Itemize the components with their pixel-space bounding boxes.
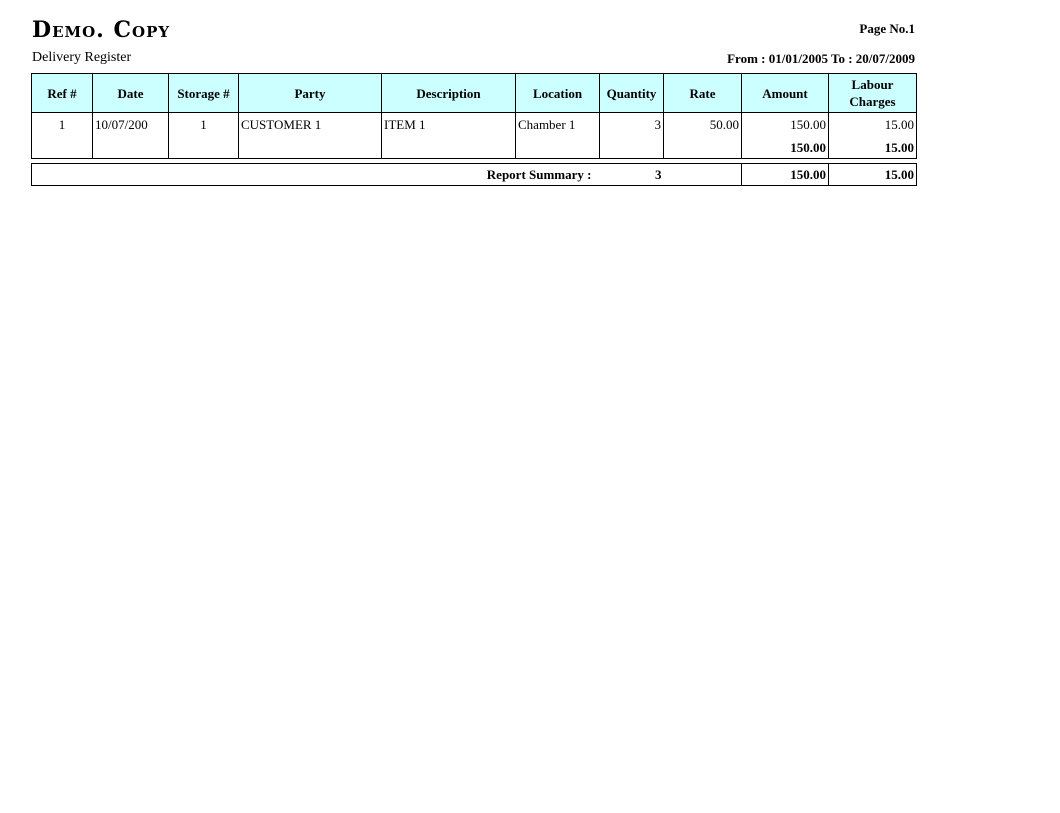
subtotal-empty-cell bbox=[93, 137, 169, 159]
col-header-rate: Rate bbox=[664, 74, 742, 113]
cell-quantity: 3 bbox=[600, 113, 664, 138]
col-header-ref: Ref # bbox=[32, 74, 93, 113]
table-row bbox=[32, 113, 917, 138]
delivery-register-table bbox=[31, 73, 917, 159]
report-summary-labour: 15.00 bbox=[829, 164, 917, 186]
col-header-description: Description bbox=[382, 74, 516, 113]
demo-copy-banner: Demo. Copy bbox=[32, 17, 171, 43]
cell-ref: 1 bbox=[32, 113, 93, 138]
cell-labour: 15.00 bbox=[829, 113, 917, 138]
cell-description: ITEM 1 bbox=[382, 113, 516, 138]
subtotal-empty-cell bbox=[516, 137, 600, 159]
subtotal-empty-cell bbox=[600, 137, 664, 159]
report-summary-empty bbox=[664, 164, 742, 186]
subtotal-labour: 15.00 bbox=[829, 137, 917, 159]
cell-storage: 1 bbox=[169, 113, 239, 138]
subtotal-row bbox=[32, 137, 917, 159]
col-header-labour-charges bbox=[829, 74, 917, 113]
cell-amount: 150.00 bbox=[742, 113, 829, 138]
report-summary-quantity: 3 bbox=[600, 164, 664, 186]
date-range: From : 01/01/2005 To : 20/07/2009 bbox=[727, 51, 915, 66]
subtotal-empty-cell bbox=[382, 137, 516, 159]
report-summary-row bbox=[32, 164, 917, 186]
cell-date: 10/07/200 bbox=[93, 113, 169, 138]
table-header-row bbox=[32, 74, 917, 113]
subtotal-empty-cell bbox=[239, 137, 382, 159]
report-title: Delivery Register bbox=[32, 50, 132, 65]
report-summary-table bbox=[31, 163, 917, 186]
subtotal-amount: 150.00 bbox=[742, 137, 829, 159]
labour-charges-label: Labour Charges bbox=[849, 77, 896, 109]
col-header-quantity: Quantity bbox=[600, 74, 664, 113]
report-summary-amount: 150.00 bbox=[742, 164, 829, 186]
report-summary-label: Report Summary : bbox=[32, 164, 600, 186]
col-header-storage: Storage # bbox=[169, 74, 239, 113]
cell-rate: 50.00 bbox=[664, 113, 742, 138]
cell-location: Chamber 1 bbox=[516, 113, 600, 138]
col-header-location: Location bbox=[516, 74, 600, 113]
col-header-amount: Amount bbox=[742, 74, 829, 113]
page-number: Page No.1 bbox=[859, 21, 915, 36]
col-header-date: Date bbox=[93, 74, 169, 113]
subtotal-empty-cell bbox=[169, 137, 239, 159]
cell-party: CUSTOMER 1 bbox=[239, 113, 382, 138]
col-header-party: Party bbox=[239, 74, 382, 113]
subtotal-empty-cell bbox=[32, 137, 93, 159]
subtotal-empty-cell bbox=[664, 137, 742, 159]
